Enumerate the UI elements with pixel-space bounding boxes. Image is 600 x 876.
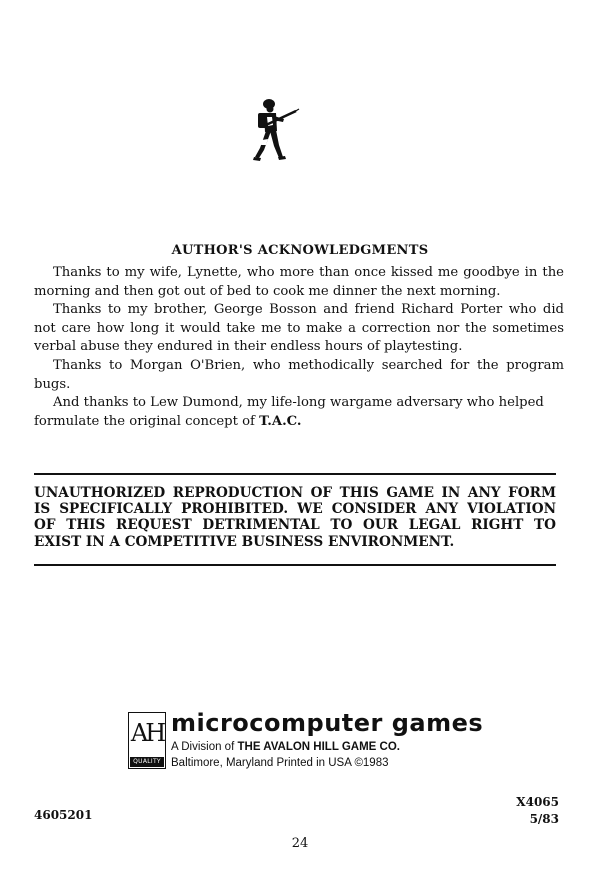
logo-quality-label: QUALITY xyxy=(130,757,164,767)
company-name: THE AVALON HILL GAME CO. xyxy=(237,741,400,753)
game-title-tac: T.A.C. xyxy=(259,413,302,429)
acknowledgment-text: And thanks to Lew Dumond, my life-long wargame adversary who helped formulate the original concept of xyxy=(34,395,544,429)
soldier-with-rifle-icon xyxy=(250,95,300,165)
division-line xyxy=(171,740,400,754)
warning-bottom-rule xyxy=(34,564,556,566)
product-code: 4605201 xyxy=(34,808,93,822)
avalon-hill-logo xyxy=(128,712,166,769)
warning-top-rule xyxy=(34,473,556,475)
brand-name: microcomputer games xyxy=(171,709,484,737)
acknowledgment-paragraph: Thanks to my brother, George Bosson and friend Richard Porter who did not care how long it would take me to make a correction nor the sometimes verbal abuse they endured in their endless hours of playtesting. xyxy=(34,302,564,355)
acknowledgment-paragraph: Thanks to Morgan O'Brien, who methodically searched for the program bugs. xyxy=(34,357,564,392)
catalog-codes xyxy=(516,794,559,828)
division-prefix: A Division of xyxy=(171,741,235,753)
catalog-number: X4065 xyxy=(516,795,559,809)
print-date: 5/83 xyxy=(529,812,559,826)
publisher-address: Baltimore, Maryland Printed in USA ©1983 xyxy=(171,757,389,769)
acknowledgment-paragraph: Thanks to my wife, Lynette, who more than once kissed me goodbye in the morning and then got out of bed to cook me dinner the next morning. xyxy=(34,265,564,299)
acknowledgments-title: AUTHOR'S ACKNOWLEDGMENTS xyxy=(171,243,429,258)
acknowledgments-body xyxy=(34,264,564,431)
page-number: 24 xyxy=(291,836,309,851)
copyright-warning: UNAUTHORIZED REPRODUCTION OF THIS GAME IN ANY FORM IS SPECIFICALLY PROHIBITED. WE CONSIDER ANY VIOLATION OF THIS REQUEST DETRIMENTAL TO OUR LEGAL RIGHT TO EXIST IN A COMPETITIVE BUSINESS ENVIRONMENT. xyxy=(34,485,556,550)
logo-mark: AH xyxy=(130,719,164,747)
acknowledgment-paragraph xyxy=(34,394,564,431)
